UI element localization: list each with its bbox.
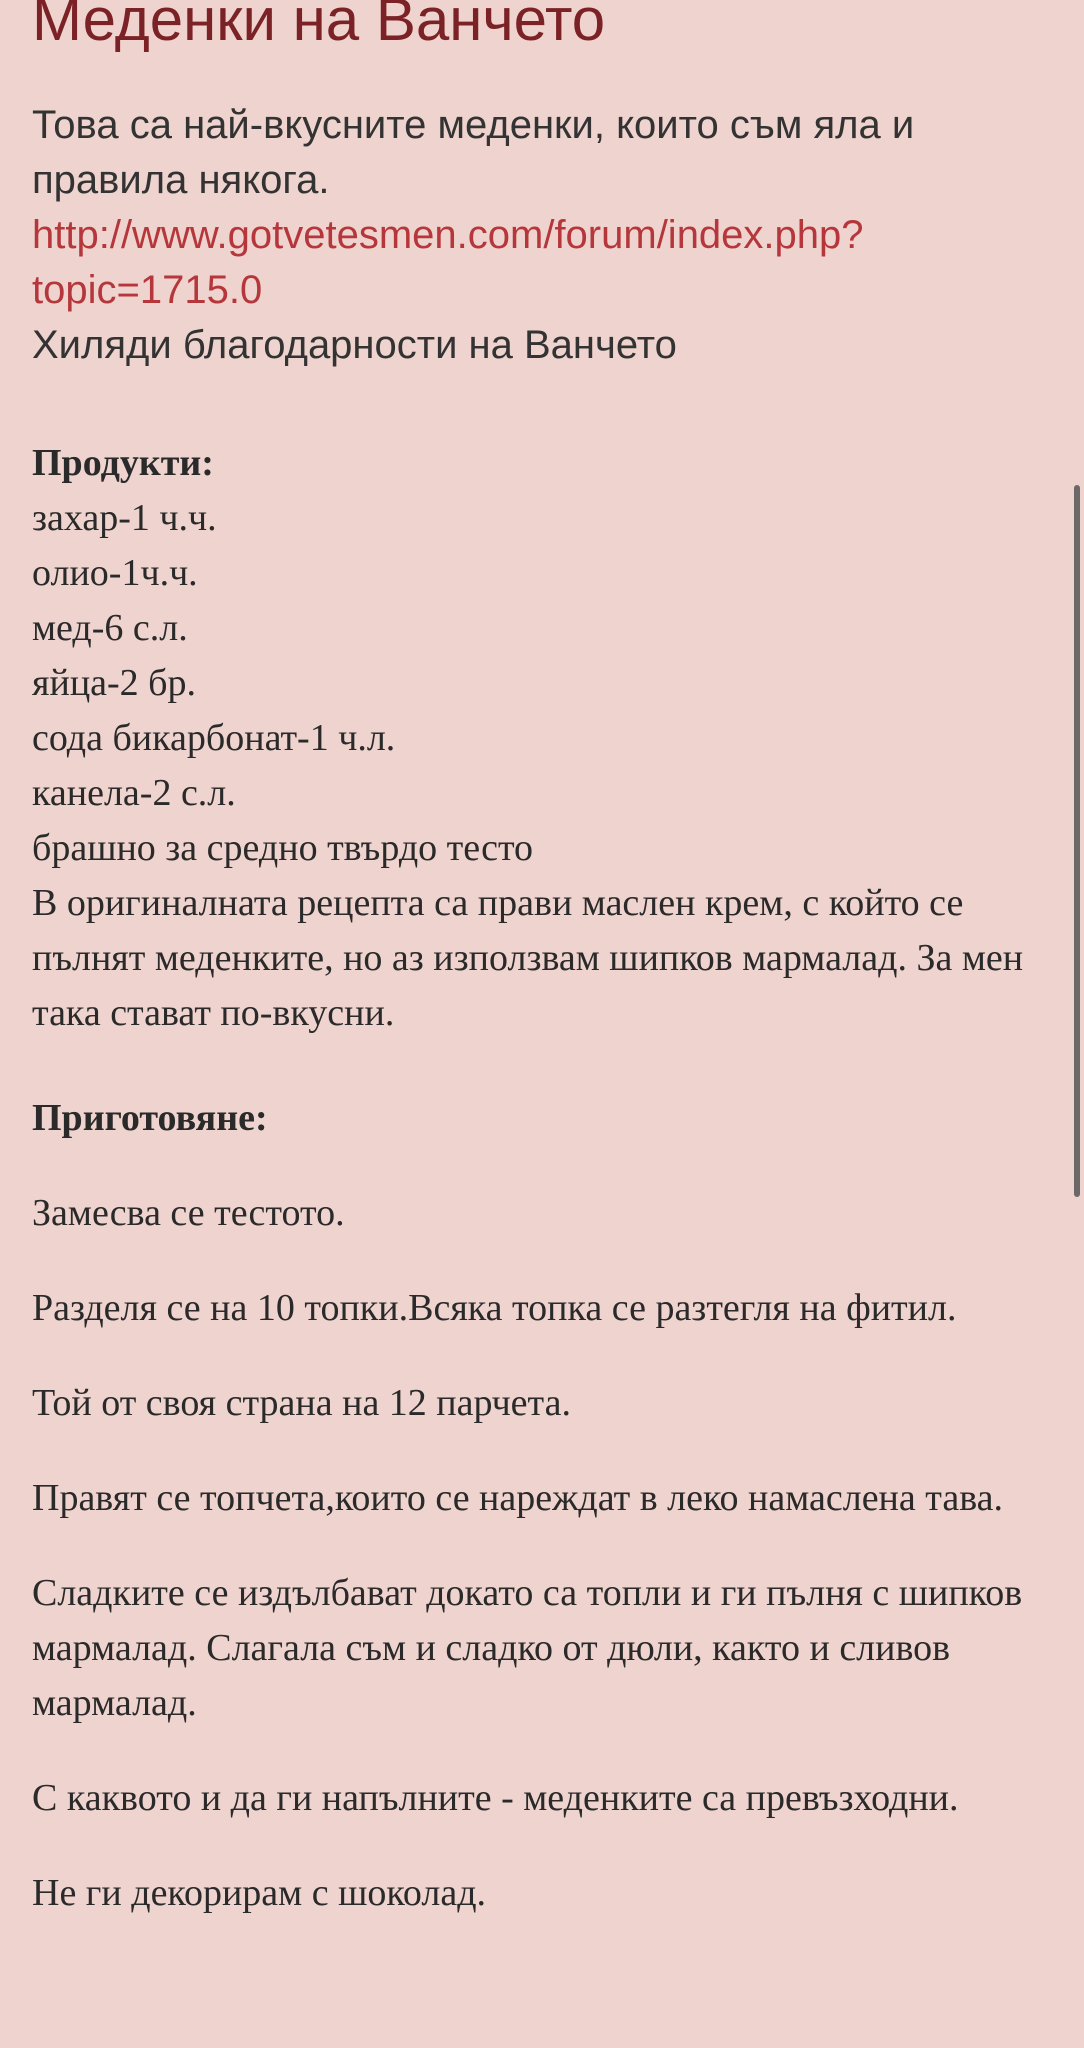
ingredient-item: захар-1 ч.ч. — [32, 497, 217, 539]
thanks-text: Хиляди благодарности на Ванчето — [32, 323, 677, 367]
ingredient-item: мед-6 с.л. — [32, 607, 188, 649]
preparation-step: С каквото и да ги напълните - меденките са превъзходни. — [32, 1777, 959, 1819]
ingredient-item: яйца-2 бр. — [32, 662, 197, 704]
preparation-step: Той от своя страна на 12 парчета. — [32, 1382, 571, 1424]
preparation-step: Правят се топчета,които се нареждат в леко намаслена тава. — [32, 1477, 1004, 1519]
recipe-content — [32, 0, 1042, 1921]
preparation-heading: Приготовяне: — [32, 1097, 268, 1139]
preparation-section — [32, 1091, 1042, 1921]
ingredient-item: сода бикарбонат-1 ч.л. — [32, 717, 396, 759]
forum-link-line2: topic=1715.0 — [32, 268, 263, 312]
preparation-step: Разделя се на 10 топки.Всяка топка се разтегля на фитил. — [32, 1287, 957, 1329]
preparation-step: Сладките се издълбават докато са топли и ги пълня с шипков мармалад. Слагала съм и сладко от дюли, както и сливов мармалад. — [32, 1572, 1023, 1724]
products-section — [32, 436, 1042, 1041]
ingredient-item: канела-2 с.л. — [32, 772, 236, 814]
ingredient-item: брашно за средно твърдо тесто — [32, 827, 534, 869]
forum-link-line1: http://www.gotvetesmen.com/forum/index.php? — [32, 213, 864, 257]
recipe-intro — [32, 98, 1042, 373]
preparation-step: Замесва се тестото. — [32, 1192, 345, 1234]
forum-link[interactable] — [32, 208, 1042, 318]
preparation-step: Не ги декорирам с шоколад. — [32, 1872, 487, 1914]
products-heading: Продукти: — [32, 442, 214, 484]
vertical-scrollbar[interactable] — [1074, 485, 1080, 1197]
ingredient-item: олио-1ч.ч. — [32, 552, 198, 594]
intro-text: Това са най-вкусните меденки, които съм яла и правила някога. — [32, 103, 915, 202]
page-title: Меденки на Ванчето — [32, 0, 606, 53]
products-note: В оригиналната рецепта са прави маслен крем, с който се пълнят меденките, но аз използвам шипков мармалад. За мен така стават по-вкусни. — [32, 882, 1024, 1034]
